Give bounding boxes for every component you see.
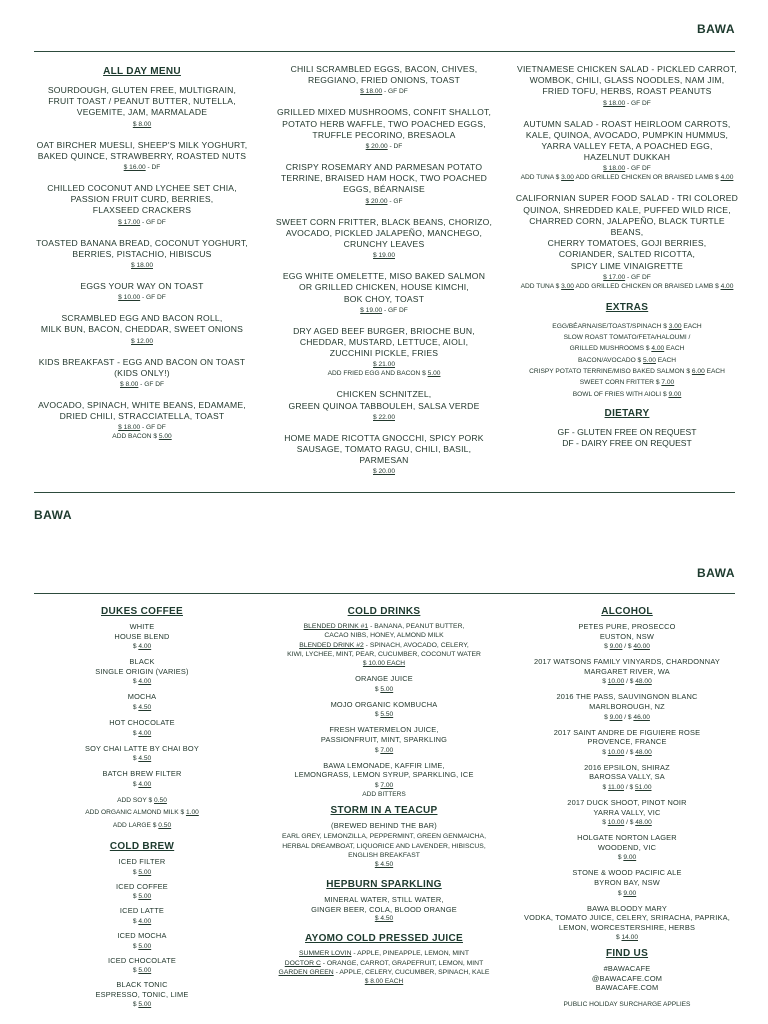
- drink-price: $ 4.00: [132, 918, 152, 926]
- menu-item-desc: ZUCCHINI PICKLE, FRIES: [329, 348, 439, 359]
- drink-name: 2016 THE PASS, SAUVINGNON BLANC: [556, 692, 698, 702]
- menu-item-desc: REGGIANO, FRIED ONIONS, TOAST: [307, 75, 461, 86]
- price-line: [272, 87, 496, 96]
- menu-item: [34, 281, 250, 302]
- menu-item: [512, 193, 742, 290]
- price: $ 12.00: [131, 337, 153, 345]
- menu-item-desc: SOURDOUGH, GLUTEN FREE, MULTIGRAIN,: [47, 85, 237, 95]
- juice-ingredients: - ORANGE, CARROT, GRAPEFRUIT, LEMON, MINT: [320, 959, 484, 967]
- menu-item-desc: CHILI SCRAMBLED EGGS, BACON, CHIVES,: [290, 64, 478, 74]
- menu-item-desc: OAT BIRCHER MUESLI, SHEEP'S MILK YOGHURT,: [36, 139, 248, 150]
- drink-name: ICED MOCHA: [117, 931, 167, 941]
- menu-item: [34, 313, 250, 345]
- menu-item-desc: CHILLED COCONUT AND LYCHEE SET CHIA,: [47, 183, 237, 194]
- menu-item-desc: BOK CHOY, TOAST: [343, 293, 425, 304]
- brand-logo-bottom-left: BAWA: [34, 508, 72, 522]
- drink-name: LEMON, WORCESTERSHIRE, HERBS: [558, 922, 696, 932]
- menu-item-desc: GREEN QUINOA TABBOULEH, SALSA VERDE: [288, 400, 480, 411]
- menu-item-desc: CORIANDER, SALTED RICOTTA,: [558, 249, 696, 260]
- coffee-addon: ADD ORGANIC ALMOND MILK $ 1.00: [85, 809, 199, 817]
- price: $ 8.00: [132, 120, 152, 128]
- drink-price: $ 14.00: [615, 934, 638, 942]
- menu-item-desc: BAKED QUINCE, STRAWBERRY, ROASTED NUTS: [37, 150, 247, 161]
- hepburn-lines: [272, 895, 496, 914]
- menu-item-desc: MILK BUN, BACON, CHEDDAR, SWEET ONIONS: [40, 324, 244, 335]
- dietary-tag: - GF DF: [140, 218, 166, 226]
- price: $ 8.00: [120, 381, 139, 389]
- ayomo-line: [272, 959, 496, 968]
- price-line: [34, 380, 250, 389]
- price-line: [34, 261, 250, 270]
- drink-item: [34, 657, 250, 686]
- drink-name: MOJO ORGANIC KOMBUCHA: [330, 699, 438, 709]
- find-us-line: @BAWACAFE.COM: [591, 973, 663, 983]
- drink-item: [512, 833, 742, 862]
- drink-name: 2017 WATSONS FAMILY VINYARDS, CHARDONNAY: [533, 657, 721, 667]
- menu-item-desc: TERRINE, BRAISED HAM HOCK, TWO POACHED: [280, 173, 488, 184]
- storm-title: STORM IN A TEACUP: [330, 804, 438, 816]
- drink-name: ICED COFFEE: [116, 881, 168, 891]
- storm-lines: [272, 821, 496, 860]
- alcohol-list: [512, 622, 742, 942]
- menu-item-desc: CHERRY TOMATOES, GOJI BERRIES,: [547, 238, 707, 249]
- drink-name: MARLBOROUGH, NZ: [589, 701, 665, 711]
- drink-item: [272, 725, 496, 754]
- drink-item: [34, 931, 250, 951]
- drinks-column-2: [272, 606, 496, 986]
- blended-line: KIWI, LYCHEE, MINT, PEAR, CUCUMBER, COCONUT WATER: [287, 650, 481, 658]
- drink-price: $ 7.00: [374, 746, 394, 754]
- drink-name: STONE & WOOD PACIFIC ALE: [572, 868, 682, 878]
- drink-name: WHITE: [129, 622, 155, 631]
- drink-name: 2017 SAINT ANDRE DE FIGUIERE ROSE: [553, 727, 701, 737]
- drink-price: $ 9.00 / $ 46.00: [604, 713, 650, 721]
- menu-item-desc: KALE, QUINOA, AVOCADO, PUMPKIN HUMMUS,: [525, 129, 729, 140]
- price: $ 22.00: [373, 413, 395, 421]
- food-column-3: [512, 64, 742, 450]
- menu-item-desc: DRY AGED BEEF BURGER, BRIOCHE BUN,: [293, 325, 475, 336]
- price-line: [34, 423, 250, 432]
- price-line: [272, 306, 496, 315]
- brand-logo-top: BAWA: [697, 22, 735, 36]
- menu-item-desc: CHICKEN SCHNITZEL,: [336, 389, 432, 400]
- blended-price: $ 10.00 EACH: [362, 660, 406, 668]
- menu-item-addon: ADD TUNA $ 3.00 ADD GRILLED CHICKEN OR BRAISED LAMB $ 4.00: [520, 174, 734, 182]
- menu-item-desc: (KIDS ONLY!): [114, 367, 170, 378]
- menu-item-desc: CHARRED CORN, JALAPEÑO, BLACK TURTLE BEANS,: [529, 215, 725, 238]
- menu-item-desc: KIDS BREAKFAST - EGG AND BACON ON TOAST: [38, 356, 246, 367]
- price-line: [34, 293, 250, 302]
- menu-item-desc: FRUIT TOAST / PEANUT BUTTER, NUTELLA,: [48, 96, 236, 107]
- price: $ 19.00: [373, 252, 395, 260]
- top-divider: [34, 51, 735, 52]
- menu-item-desc: FLAXSEED CRACKERS: [92, 205, 192, 216]
- drink-name: ICED LATTE: [119, 906, 165, 916]
- price: $ 20.00: [365, 143, 388, 151]
- menu-item: [34, 400, 250, 441]
- menu-item-desc: SPICY LIME VINAIGRETTE: [570, 260, 684, 271]
- dietary-tag: - GF DF: [625, 165, 651, 173]
- menu-item: [272, 271, 496, 315]
- drink-name: LEMONGRASS, LEMON SYRUP, SPARKLING, ICE: [294, 770, 474, 780]
- drink-price: $ 4.00: [132, 729, 152, 737]
- food-column-2: [272, 64, 496, 487]
- menu-item: [272, 389, 496, 421]
- drink-item: [512, 763, 742, 792]
- drink-price: $ 4.00: [132, 678, 152, 686]
- menu-item: [34, 85, 250, 129]
- coffee-addons: [34, 795, 250, 833]
- price: $ 17.00: [603, 273, 626, 281]
- drink-name: BLACK: [129, 657, 155, 667]
- surcharge-note: PUBLIC HOLIDAY SURCHARGE APPLIES: [563, 1001, 691, 1009]
- juice-ingredients: - APPLE, PINEAPPLE, LEMON, MINT: [351, 950, 469, 958]
- menu-item-desc: PASSION FRUIT CURD, BERRIES,: [70, 194, 214, 205]
- dietary-tag: - GF DF: [140, 294, 166, 302]
- drink-name: BYRON BAY, NSW: [594, 877, 660, 887]
- juice-name: GARDEN GREEN: [278, 969, 334, 977]
- drink-name: HOUSE BLEND: [114, 631, 170, 641]
- drink-name: ICED FILTER: [118, 857, 166, 867]
- dietary-title: DIETARY: [604, 407, 650, 419]
- drink-name: WOODEND, VIC: [597, 842, 657, 852]
- drink-price: $ 4.50: [132, 703, 152, 711]
- menu-item: [512, 119, 742, 183]
- blended-line: CACAO NIBS, HONEY, ALMOND MILK: [324, 632, 444, 640]
- extras-title: EXTRAS: [605, 301, 649, 313]
- menu-item: [512, 64, 742, 108]
- drink-item: [34, 980, 250, 1009]
- menu-item: [272, 107, 496, 151]
- drink-price: $ 10.00 / $ 48.00: [602, 748, 652, 756]
- extra-item: CRISPY POTATO TERRINE/MISO BAKED SALMON $ 6.00 EACH: [529, 368, 725, 376]
- menu-item: [34, 357, 250, 389]
- brand-logo-drinks: BAWA: [697, 566, 735, 580]
- drink-name: ICED CHOCOLATE: [108, 955, 176, 965]
- drink-price: $ 4.00: [132, 780, 152, 788]
- menu-item-desc: TRUFFLE PECORINO, BRESAOLA: [312, 129, 456, 140]
- price-line: [272, 142, 496, 151]
- coffee-addon: ADD SOY $ 0.50: [117, 796, 167, 804]
- hepburn-line: MINERAL WATER, STILL WATER,: [324, 895, 444, 905]
- find-us-lines: [512, 964, 742, 993]
- menu-item-desc: VEGEMITE, JAM, MARMALADE: [76, 107, 208, 118]
- drink-price: $ 5.50: [374, 711, 394, 719]
- drink-item: [34, 882, 250, 902]
- cold-brew-list: [34, 857, 250, 1009]
- price: $ 17.00: [118, 218, 141, 226]
- menu-item-addon: ADD FRIED EGG AND BACON $ 5.00: [327, 370, 441, 378]
- food-col1-list: [34, 85, 250, 441]
- dietary-item: DF - DAIRY FREE ON REQUEST: [562, 438, 692, 449]
- price-line: [512, 164, 742, 173]
- price: $ 18.00: [131, 262, 153, 270]
- menu-item-addon: ADD BACON $ 5.00: [112, 433, 172, 441]
- menu-item-desc: AVOCADO, SPINACH, WHITE BEANS, EDAMAME,: [38, 400, 246, 411]
- drink-item: [512, 798, 742, 827]
- hepburn-title: HEPBURN SPARKLING: [326, 879, 442, 891]
- coffee-list: [34, 622, 250, 789]
- drink-item: [34, 692, 250, 712]
- menu-item-desc: FRIED TOFU, HERBS, ROAST PEANUTS: [542, 86, 712, 97]
- price: $ 18.00: [603, 165, 626, 173]
- menu-item: [34, 183, 250, 227]
- price: $ 20.00: [365, 197, 388, 205]
- drink-name: HOT CHOCOLATE: [109, 717, 175, 727]
- juice-ingredients: - APPLE, CELERY, CUCUMBER, SPINACH, KALE: [333, 969, 490, 977]
- drink-item: [512, 657, 742, 686]
- drink-name: PROVENCE, FRANCE: [587, 737, 667, 747]
- menu-item-desc: POTATO HERB WAFFLE, TWO POACHED EGGS,: [282, 118, 486, 129]
- menu-item-desc: DRIED CHILI, STRACCIATELLA, TOAST: [59, 411, 225, 422]
- dietary-tag: - DF: [387, 143, 403, 151]
- find-us-line: BAWACAFE.COM: [595, 983, 659, 993]
- storm-line: (BREWED BEHIND THE BAR): [331, 820, 437, 830]
- price: $ 19.00: [360, 306, 383, 314]
- drink-item: [34, 857, 250, 877]
- extra-item: SWEET CORN FRITTER $ 7.00: [579, 379, 675, 387]
- drink-item: [512, 622, 742, 651]
- menu-item-desc: GRILLED MIXED MUSHROOMS, CONFIT SHALLOT,: [276, 107, 492, 118]
- drink-name: PASSIONFRUIT, MINT, SPARKLING: [320, 734, 448, 744]
- menu-item-desc: SCRAMBLED EGG AND BACON ROLL,: [61, 313, 223, 324]
- menu-item-desc: CALIFORNIAN SUPER FOOD SALAD - TRI COLORED: [515, 193, 739, 204]
- drink-name: ORANGE JUICE: [355, 674, 413, 684]
- drinks-divider: [34, 593, 735, 594]
- menu-item-desc: EGG WHITE OMELETTE, MISO BAKED SALMON: [282, 271, 486, 282]
- extra-item: BOWL OF FRIES WITH AIOLI $ 9.00: [572, 390, 682, 398]
- drink-name: MOCHA: [127, 692, 157, 702]
- menu-item-desc: CRUNCHY LEAVES: [343, 239, 425, 250]
- menu-item: [272, 162, 496, 206]
- dietary-tag: - GF DF: [382, 306, 408, 314]
- menu-item: [272, 217, 496, 261]
- ayomo-line: [272, 968, 496, 977]
- extras-list: [512, 321, 742, 400]
- menu-item-desc: AVOCADO, PICKLED JALAPEÑO, MANCHEGO,: [285, 227, 483, 238]
- drink-name: BAWA LEMONADE, KAFFIR LIME,: [323, 760, 445, 770]
- drink-price: $ 9.00: [617, 889, 637, 897]
- menu-item-desc: HOME MADE RICOTTA GNOCCHI, SPICY PORK: [284, 432, 484, 443]
- ayomo-price: $ 8.00 EACH: [364, 978, 404, 986]
- drink-item: [512, 904, 742, 943]
- price: $ 18.00: [360, 88, 383, 96]
- drink-price: $ 4.00: [132, 643, 152, 651]
- dietary-tag: - GF DF: [625, 99, 651, 107]
- menu-item-desc: EGGS YOUR WAY ON TOAST: [80, 281, 204, 292]
- menu-item-desc: VIETNAMESE CHICKEN SALAD - PICKLED CARROT,: [517, 64, 737, 74]
- price-line: [34, 337, 250, 346]
- drinks-column-1: [34, 606, 250, 1014]
- menu-item: [34, 140, 250, 172]
- drink-addon: ADD BITTERS: [362, 790, 406, 798]
- storm-price: $ 4.50: [374, 861, 394, 869]
- drink-name: 2016 EPSILON, SHIRAZ: [584, 762, 670, 772]
- ayomo-title: AYOMO COLD PRESSED JUICE: [305, 933, 463, 945]
- juice-name: SUMMER LOVIN: [299, 950, 352, 958]
- drink-item: [34, 718, 250, 738]
- price-line: [272, 197, 496, 206]
- drink-item: [34, 622, 250, 651]
- menu-item: [272, 64, 496, 96]
- ayomo-lines: [272, 949, 496, 977]
- menu-item-desc: EGGS, BÉARNAISE: [343, 184, 425, 195]
- blended-line: BLENDED DRINK #2 - SPINACH, AVOCADO, CELERY,: [299, 641, 469, 649]
- drink-item: [272, 674, 496, 694]
- price: $ 10.00: [118, 294, 141, 302]
- hepburn-price: $ 4.50: [374, 915, 394, 923]
- drink-item: [272, 761, 496, 799]
- dietary-tag: - GF DF: [138, 381, 164, 389]
- menu-item: [272, 433, 496, 477]
- cold-drinks-title: COLD DRINKS: [347, 606, 421, 617]
- drink-name: BLACK TONIC: [116, 980, 168, 990]
- price: $ 18.00: [118, 424, 141, 432]
- food-col3-list: [512, 64, 742, 291]
- drink-price: $ 5.00: [374, 685, 394, 693]
- drink-item: [272, 700, 496, 720]
- extra-item: SLOW ROAST TOMATO/FETA/HALOUMI /: [563, 334, 691, 342]
- drink-name: MARGARET RIVER, WA: [584, 666, 670, 676]
- cold-drinks-list: [272, 674, 496, 799]
- menu-item-desc: WOMBOK, CHILI, GLASS NOODLES, NAM JIM,: [529, 75, 725, 86]
- storm-line: EARL GREY, LEMONZILLA, PEPPERMINT, GREEN GENMAICHA,: [282, 833, 486, 841]
- drink-price: $ 10.00 / $ 48.00: [602, 819, 652, 827]
- juice-name: DOCTOR C: [284, 959, 321, 967]
- drink-price: $ 5.00: [132, 1001, 152, 1009]
- dietary-tag: - GF: [387, 197, 403, 205]
- find-us-line: #BAWACAFE: [603, 964, 651, 974]
- drink-price: $ 9.00: [617, 854, 637, 862]
- drink-name: EUSTON, NSW: [599, 631, 655, 641]
- drink-price: $ 5.00: [132, 967, 152, 975]
- drink-item: [512, 868, 742, 897]
- extra-item: GRILLED MUSHROOMS $ 4.00 EACH: [569, 345, 685, 353]
- drink-price: $ 5.00: [132, 868, 152, 876]
- extra-item: BACON/AVOCADO $ 5.00 EACH: [577, 356, 677, 364]
- drink-price: $ 5.00: [132, 893, 152, 901]
- dietary-tag: - GF DF: [382, 88, 408, 96]
- menu-item-addon: ADD TUNA $ 3.00 ADD GRILLED CHICKEN OR BRAISED LAMB $ 4.00: [520, 282, 734, 290]
- dietary-tag: - GF DF: [140, 424, 166, 432]
- drink-name: 2017 DUCK SHOOT, PINOT NOIR: [567, 797, 687, 807]
- drink-name: BAROSSA VALLY, SA: [589, 772, 665, 782]
- all-day-menu-title: ALL DAY MENU: [103, 66, 181, 77]
- menu-item: [34, 238, 250, 270]
- price: $ 21.00: [373, 361, 395, 369]
- menu-item-desc: QUINOA, SHREDDED KALE, PUFFED WILD RICE,: [523, 204, 731, 215]
- drink-price: $ 9.00 / $ 40.00: [604, 643, 650, 651]
- price-line: [34, 218, 250, 227]
- drink-price: $ 11.00 / $ 51.00: [602, 783, 652, 791]
- drink-item: [34, 906, 250, 926]
- middle-divider: [34, 492, 735, 493]
- drink-name: HOLGATE NORTON LAGER: [577, 833, 677, 843]
- dietary-tag: - DF: [145, 164, 161, 172]
- dukes-coffee-title: DUKES COFFEE: [101, 606, 183, 617]
- drink-name: ESPRESSO, TONIC, LIME: [95, 989, 189, 999]
- price-line: [272, 360, 496, 369]
- price-line: [512, 99, 742, 108]
- drinks-column-3: [512, 606, 742, 1009]
- drink-name: FRESH WATERMELON JUICE,: [329, 725, 439, 735]
- drink-item: [34, 769, 250, 789]
- extra-item: EGG/BÉARNAISE/TOAST/SPINACH $ 3.00 EACH: [552, 322, 702, 330]
- drink-price: $ 4.50: [132, 755, 152, 763]
- price-line: [34, 120, 250, 129]
- drink-name: BATCH BREW FILTER: [102, 769, 182, 779]
- menu-item-desc: TOASTED BANANA BREAD, COCONUT YOGHURT,: [36, 237, 248, 248]
- coffee-addon: ADD LARGE $ 0.50: [112, 821, 172, 829]
- price-line: [272, 467, 496, 476]
- hepburn-line: GINGER BEER, COLA, BLOOD ORANGE: [311, 904, 457, 914]
- menu-item-desc: YARRA VALLEY FETA, A POACHED EGG,: [541, 141, 713, 152]
- menu-item-desc: BERRIES, PISTACHIO, HIBISCUS: [72, 248, 212, 259]
- price: $ 16.00: [123, 164, 146, 172]
- blended-drinks: [272, 622, 496, 659]
- menu-item-desc: SAUSAGE, TOMATO RAGU, CHILI, BASIL, PARMESAN: [296, 444, 472, 466]
- storm-line: HERBAL DREAMBOAT, LIQUORICE AND LAVENDER, HIBISCUS,: [282, 842, 486, 850]
- cold-brew-title: COLD BREW: [109, 841, 175, 853]
- drink-price: $ 5.00: [132, 942, 152, 950]
- drink-item: [512, 692, 742, 721]
- menu-item-desc: SWEET CORN FRITTER, BLACK BEANS, CHORIZO,: [275, 216, 493, 227]
- drink-name: YARRA VALLY, VIC: [593, 807, 661, 817]
- menu-item-desc: HAZELNUT DUKKAH: [583, 152, 671, 163]
- ayomo-line: [272, 949, 496, 958]
- menu-item-desc: CRISPY ROSEMARY AND PARMESAN POTATO: [285, 162, 483, 173]
- drink-item: [34, 744, 250, 764]
- menu-item-desc: CHEDDAR, MUSTARD, LETTUCE, AIOLI,: [299, 337, 469, 348]
- drink-name: PETES PURE, PROSECCO: [578, 622, 676, 631]
- find-us-title: FIND US: [605, 948, 649, 960]
- food-column-1: [34, 66, 250, 452]
- storm-line: ENGLISH BREAKFAST: [348, 851, 420, 859]
- alcohol-title: ALCOHOL: [601, 606, 653, 617]
- price: $ 18.00: [603, 99, 626, 107]
- drink-name: SINGLE ORIGIN (VARIES): [95, 666, 189, 676]
- blended-line: BLENDED DRINK #1 - BANANA, PEANUT BUTTER,: [303, 623, 465, 630]
- drink-price: $ 10.00 / $ 48.00: [602, 678, 652, 686]
- dietary-list: [512, 427, 742, 450]
- dietary-item: GF - GLUTEN FREE ON REQUEST: [557, 426, 697, 437]
- menu-item: [272, 326, 496, 379]
- menu-item-desc: AUTUMN SALAD - ROAST HEIRLOOM CARROTS,: [523, 118, 731, 129]
- menu-item-desc: OR GRILLED CHICKEN, HOUSE KIMCHI,: [299, 282, 469, 293]
- drink-item: [34, 956, 250, 976]
- price: $ 20.00: [373, 468, 395, 476]
- dietary-tag: - GF DF: [625, 273, 651, 281]
- price-line: [272, 413, 496, 422]
- drink-name: SOY CHAI LATTE BY CHAI BOY: [84, 743, 200, 753]
- price-line: [272, 251, 496, 260]
- food-col2-list: [272, 64, 496, 476]
- drink-item: [512, 728, 742, 757]
- drink-name: VODKA, TOMATO JUICE, CELERY, SRIRACHA, PAPRIKA,: [524, 913, 730, 923]
- drink-name: BAWA BLOODY MARY: [586, 903, 667, 913]
- price-line: [34, 163, 250, 172]
- price-line: [512, 273, 742, 282]
- drink-price: $ 7.00: [374, 781, 394, 789]
